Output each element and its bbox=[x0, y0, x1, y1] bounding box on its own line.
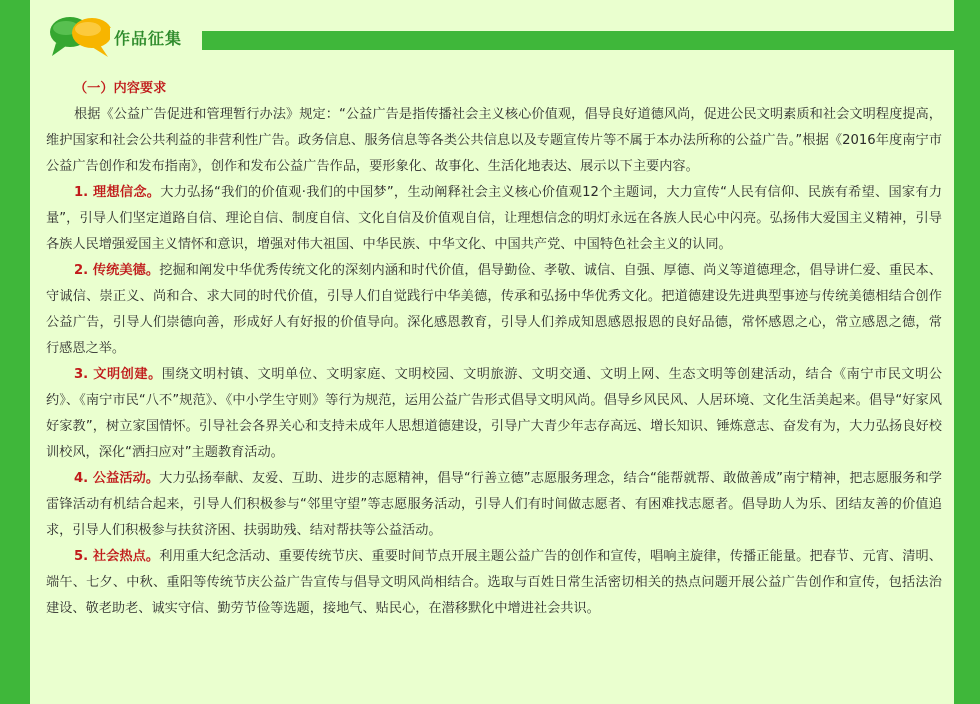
item-text: 大力弘扬奉献、友爱、互助、进步的志愿精神，倡导“行善立德”志愿服务理念，结合“能帮就帮、敢做善成”南宁精神，把志愿服务和学雷锋活动有机结合起来，引导人们积极参与“邻里守望”等志愿服务活动，引导人们有时间做志愿者、有困难找志愿者。倡导助人为乐、团结友善的价值追求，引导人们积极参与扶贫济困、扶弱助残、结对帮扶等公益活动。 bbox=[46, 471, 942, 538]
item-heading: 1. 理想信念。 bbox=[74, 185, 161, 200]
content-panel bbox=[30, 0, 954, 704]
section-header bbox=[30, 0, 954, 60]
list-item bbox=[46, 466, 942, 544]
item-heading: 5. 社会热点。 bbox=[74, 549, 160, 564]
item-heading: 4. 公益活动。 bbox=[74, 471, 160, 486]
header-bar bbox=[202, 31, 954, 50]
intro-paragraph: 根据《公益广告促进和管理暂行办法》规定：“公益广告是指传播社会主义核心价值观，倡导良好道德风尚，促进公民文明素质和社会文明程度提高，维护国家和社会公共利益的非营利性广告。政务信息、服务信息等各类公共信息以及专题宣传片等不属于本办法所称的公益广告。”根据《2016年度南宁市公益广告创作和发布指南》，创作和发布公益广告作品，要形象化、故事化、生活化地表达、展示以下主要内容。 bbox=[46, 107, 942, 174]
list-item bbox=[46, 362, 942, 466]
list-item bbox=[46, 258, 942, 362]
item-text: 利用重大纪念活动、重要传统节庆、重要时间节点开展主题公益广告的创作和宣传，唱响主旋律，传播正能量。把春节、元宵、清明、端午、七夕、中秋、重阳等传统节庆公益广告宣传与倡导文明风尚相结合。选取与百姓日常生活密切相关的热点问题开展公益广告创作和宣传，包括法治建设、敬老助老、诚实守信、勤劳节俭等选题，接地气、贴民心，在潜移默化中增进社会共识。 bbox=[46, 549, 942, 616]
item-heading: 2. 传统美德。 bbox=[74, 263, 160, 278]
list-item bbox=[46, 180, 942, 258]
item-text: 围绕文明村镇、文明单位、文明家庭、文明校园、文明旅游、文明交通、文明上网、生态文明等创建活动，结合《南宁市民文明公约》、《南宁市民“八不”规范》、《中小学生守则》等行为规范，运用公益广告形式倡导文明风尚。倡导乡风民风、人居环境、文化生活美起来。倡导“好家风好家教”，树立家国情怀。引导社会各界关心和支持未成年人思想道德建设，引导广大青少年志存高远、增长知识、锤炼意志、奋发有为，大力弘扬良好校训校风，深化“洒扫应对”主题教育活动。 bbox=[46, 367, 942, 460]
item-text: 大力弘扬“我们的价值观·我们的中国梦”，生动阐释社会主义核心价值观12个主题词，大力宣传“人民有信仰、民族有希望、国家有力量”，引导人们坚定道路自信、理论自信、制度自信、文化自信及价值观自信，让理想信念的明灯永远在各族人民心中闪亮。弘扬伟大爱国主义精神，引导各族人民增强爱国主义情怀和意识，增强对伟大祖国、中华民族、中华文化、中国共产党、中国特色社会主义的认同。 bbox=[46, 185, 943, 252]
article-body bbox=[46, 76, 942, 622]
page-title: 作品征集 bbox=[110, 28, 186, 50]
list-item bbox=[46, 544, 942, 622]
item-text: 挖掘和阐发中华优秀传统文化的深刻内涵和时代价值，倡导勤俭、孝敬、诚信、自强、厚德、尚义等道德理念，倡导讲仁爱、重民本、守诚信、崇正义、尚和合、求大同的时代价值，引导人们自觉践行中华美德，传承和弘扬中华优秀文化。把道德建设先进典型事迹与传统美德相结合创作公益广告，引导人们崇德向善，形成好人有好报的价值导向。深化感恩教育，引导人们养成知恩感恩报恩的良好品德，常怀感恩之心，常立感恩之德，常行感恩之举。 bbox=[46, 263, 942, 356]
section-title: （一）内容要求 bbox=[74, 81, 167, 96]
item-heading: 3. 文明创建。 bbox=[74, 367, 162, 382]
